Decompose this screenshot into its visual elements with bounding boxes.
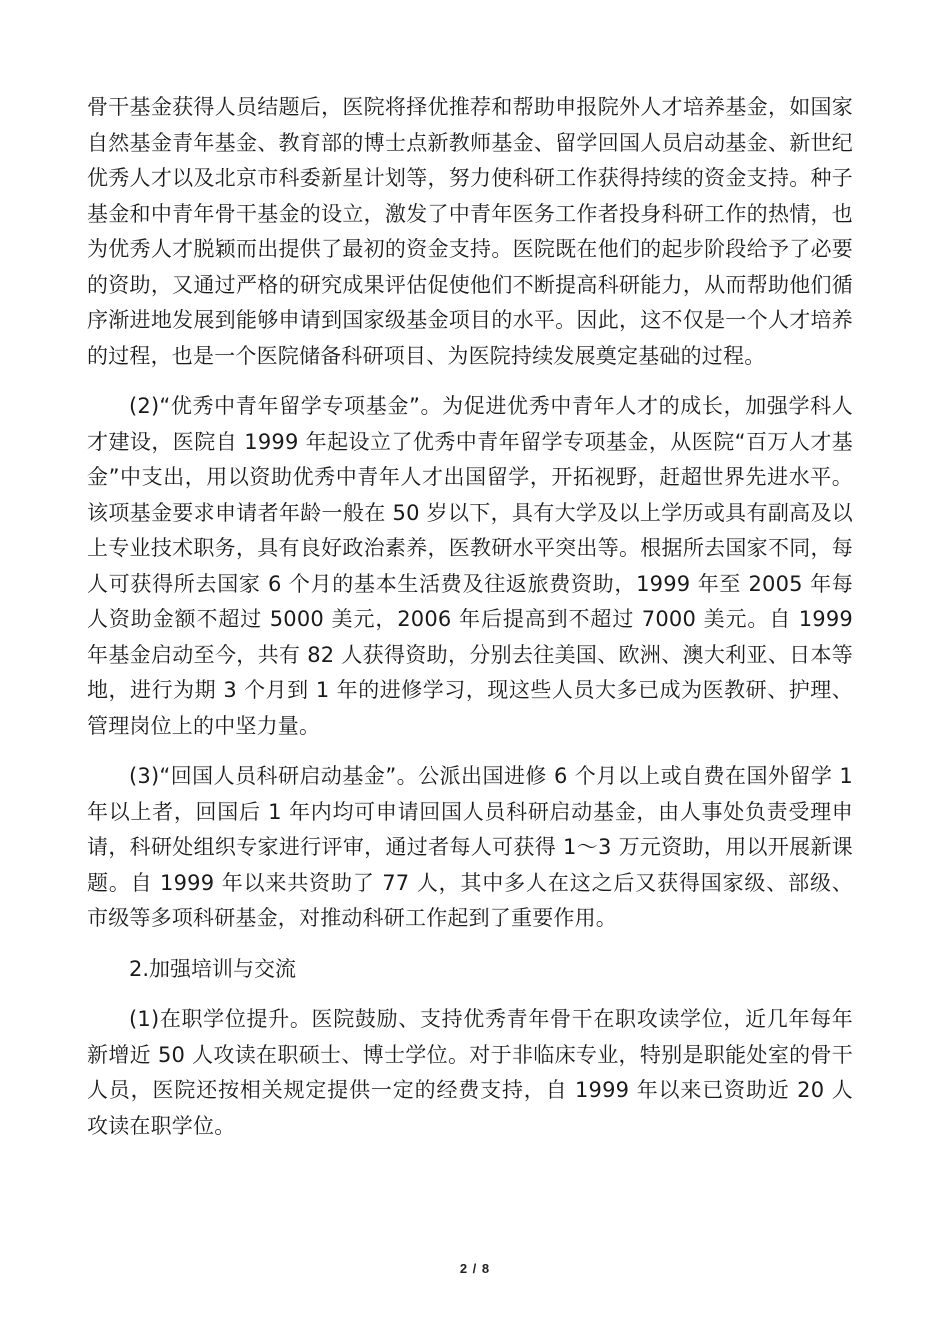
paragraph-continuation: 骨干基金获得人员结题后，医院将择优推荐和帮助申报院外人才培养基金，如国家自然基金青年基金、教育部的博士点新教师基金、留学回国人员启动基金、新世纪优秀人才以及北京市科委新星计划等，努力使科研工作获得持续的资金支持。种子基金和中青年骨干基金的设立，激发了中青年医务工作者投身科研工作的热情，也为优秀人才脱颖而出提供了最初的资金支持。医院既在他们的起步阶段给予了必要的资助，又通过严格的研究成果评估促使他们不断提高科研能力，从而帮助他们循序渐进地发展到能够申请到国家级基金项目的水平。因此，这不仅是一个人才培养的过程，也是一个医院储备科研项目、为医院持续发展奠定基础的过程。: [87, 95, 853, 368]
document-body: [87, 90, 853, 1159]
page-number: 2 / 8: [459, 1261, 491, 1276]
paragraph-degree-upgrade: (1)在职学位提升。医院鼓励、支持优秀青年骨干在职攻读学位，近几年每年新增近 50 人攻读在职硕士、博士学位。对于非临床专业，特别是职能处室的骨干人员，医院还按相关规定提供一定的经费支持，自 1999 年以来已资助近 20 人攻读在职学位。: [87, 1007, 853, 1138]
paragraph-overseas-fund: (2)“优秀中青年留学专项基金”。为促进优秀中青年人才的成长，加强学科人才建设，医院自 1999 年起设立了优秀中青年留学专项基金，从医院“百万人才基金”中支出，用以资助优秀中青年人才出国留学，开拓视野，赶超世界先进水平。该项基金要求申请者年龄一般在 50 岁以下，具有大学及以上学历或具有副高及以上专业技术职务，具有良好政治素养，医教研水平突出等。根据所去国家不同，每人可获得所去国家 6 个月的基本生活费及往返旅费资助，1999 年至 2005 年每人资助金额不超过 5000 美元，2006 年后提高到不超过 7000 美元。自 1999 年基金启动至今，共有 82 人获得资助，分别去往美国、欧洲、澳大利亚、日本等地，进行为期 3 个月到 1 年的进修学习，现这些人员大多已成为医教研、护理、管理岗位上的中坚力量。: [87, 394, 853, 738]
section-heading: 2.加强培训与交流: [129, 956, 297, 981]
paragraph-returnee-fund: (3)“回国人员科研启动基金”。公派出国进修 6 个月以上或自费在国外留学 1 年以上者，回国后 1 年内均可申请回国人员科研启动基金，由人事处负责受理申请，科研处组织专家进行评审，通过者每人可获得 1～3 万元资助，用以开展新课题。自 1999 年以来共资助了 77 人，其中多人在这之后又获得国家级、部级、市级等多项科研基金，对推动科研工作起到了重要作用。: [87, 764, 853, 930]
